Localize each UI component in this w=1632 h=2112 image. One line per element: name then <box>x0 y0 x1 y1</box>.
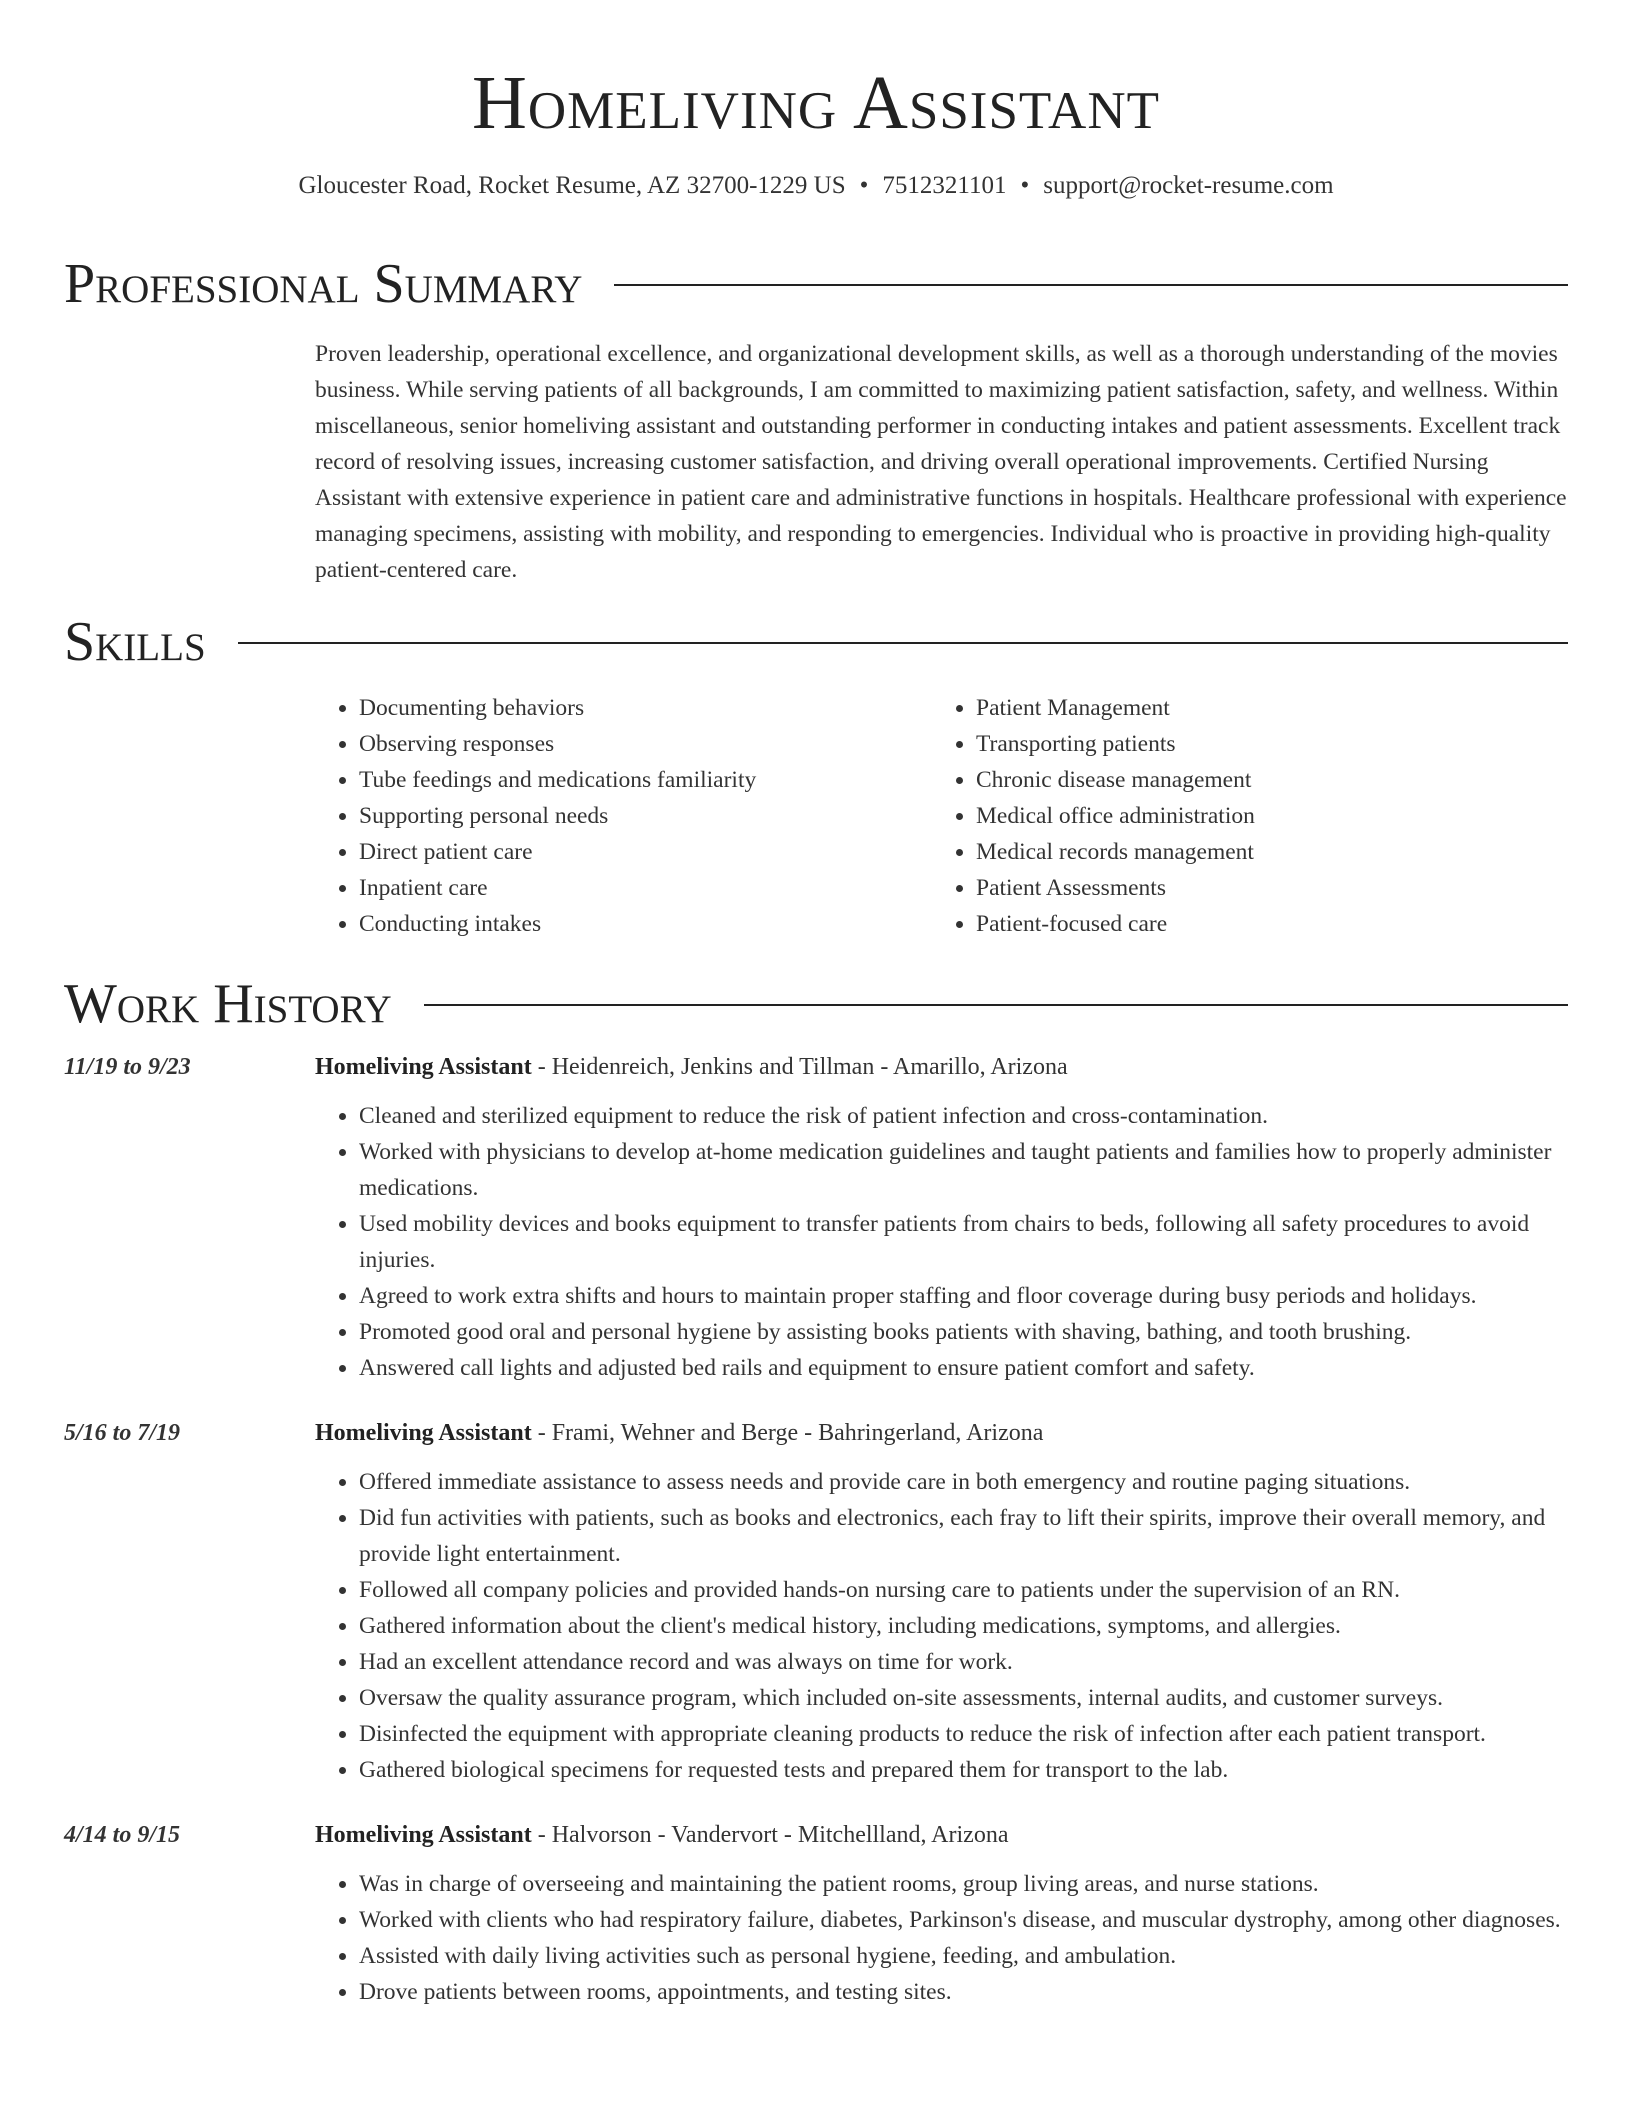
job-title-line <box>315 1050 1068 1084</box>
work-history-heading-row <box>64 972 1568 1036</box>
skill-item: • Conducting intakes <box>359 906 932 942</box>
skill-item: • Transporting patients <box>976 726 1255 762</box>
job-bullet: • Gathered biological specimens for requested tests and prepared them for transport to the lab. <box>359 1752 1568 1788</box>
job-bullet: • Gathered information about the client's medical history, including medications, symptoms, and allergies. <box>359 1608 1568 1644</box>
job-list <box>64 1050 1568 2010</box>
skills-list-right <box>932 690 1255 942</box>
job-bullet: • Drove patients between rooms, appointments, and testing sites. <box>359 1974 1568 2010</box>
summary-text: Proven leadership, operational excellence, and organizational development skills, as well as a thorough understanding of the movies business. While serving patients of all backgrounds, I am committed to maximizing patient satisfaction, safety, and wellness. Within miscellaneous, senior homeliving assistant and outstanding performer in conducting intakes and patient assessments. Excellent track record of resolving issues, increasing customer satisfaction, and driving overall operational improvements. Certified Nursing Assistant with extensive experience in patient care and administrative functions in hospitals. Healthcare professional with experience managing specimens, assisting with mobility, and responding to emergencies. Individual who is proactive in providing high-quality patient-centered care. <box>315 341 1567 583</box>
skill-item: • Inpatient care <box>359 870 932 906</box>
skill-item: • Documenting behaviors <box>359 690 932 726</box>
skills-body <box>315 690 1568 942</box>
job-bullet: • Had an excellent attendance record and was always on time for work. <box>359 1644 1568 1680</box>
skills-list-left <box>315 690 932 942</box>
job-entry <box>64 1416 1568 1788</box>
job-bullet: • Promoted good oral and personal hygiene by assisting books patients with shaving, bathing, and tooth brushing. <box>359 1314 1568 1350</box>
job-header <box>64 1818 1568 1852</box>
job-bullet: • Agreed to work extra shifts and hours to maintain proper staffing and floor coverage during busy periods and holidays. <box>359 1278 1568 1314</box>
skills-heading-row <box>64 610 1568 674</box>
skill-item: • Patient Management <box>976 690 1255 726</box>
skill-item: • Medical office administration <box>976 798 1255 834</box>
job-bullets <box>315 1098 1568 1386</box>
job-dates: 5/16 to 7/19 <box>64 1420 181 1446</box>
skill-item: • Tube feedings and medications familiarity <box>359 762 932 798</box>
candidate-name: Homeliving Assistant <box>472 61 1160 145</box>
summary-section <box>64 252 1568 588</box>
job-bullet: • Worked with physicians to develop at-home medication guidelines and taught patients and families how to properly administer medications. <box>359 1134 1568 1206</box>
job-header <box>64 1050 1568 1084</box>
work-history-section <box>64 972 1568 2010</box>
job-employer-location: - Heidenreich, Jenkins and Tillman - Amarillo, Arizona <box>531 1054 1068 1080</box>
job-bullets <box>315 1866 1568 2010</box>
resume-header <box>0 0 1632 202</box>
job-title: Homeliving Assistant <box>315 1822 532 1848</box>
skill-item: • Observing responses <box>359 726 932 762</box>
job-entry <box>64 1818 1568 2010</box>
skill-item: • Medical records management <box>976 834 1255 870</box>
job-header <box>64 1416 1568 1450</box>
contact-email: support@rocket-resume.com <box>1043 172 1334 199</box>
contact-address: Gloucester Road, Rocket Resume, AZ 32700-1229 US <box>298 172 846 199</box>
summary-body <box>315 336 1568 588</box>
skill-item: • Direct patient care <box>359 834 932 870</box>
job-bullet: • Worked with clients who had respiratory failure, diabetes, Parkinson's disease, and muscular dystrophy, among other diagnoses. <box>359 1902 1568 1938</box>
job-bullet: • Was in charge of overseeing and maintaining the patient rooms, group living areas, and nurse stations. <box>359 1866 1568 1902</box>
job-employer-location: - Halvorson - Vandervort - Mitchellland, Arizona <box>531 1822 1009 1848</box>
job-bullet: • Oversaw the quality assurance program, which included on-site assessments, internal audits, and customer surveys. <box>359 1680 1568 1716</box>
skills-heading: Skills <box>64 611 206 673</box>
job-employer-location: - Frami, Wehner and Berge - Bahringerland, Arizona <box>531 1420 1044 1446</box>
skills-section <box>64 610 1568 942</box>
skill-item: • Patient-focused care <box>976 906 1255 942</box>
contact-separator: • <box>859 172 869 199</box>
job-bullet: • Disinfected the equipment with appropriate cleaning products to reduce the risk of infection after each patient transport. <box>359 1716 1568 1752</box>
summary-heading: Professional Summary <box>64 253 583 315</box>
job-title: Homeliving Assistant <box>315 1054 532 1080</box>
job-bullet: • Offered immediate assistance to assess needs and provide care in both emergency and routine paging situations. <box>359 1464 1568 1500</box>
job-bullet: • Cleaned and sterilized equipment to reduce the risk of patient infection and cross-contamination. <box>359 1098 1568 1134</box>
job-bullet: • Did fun activities with patients, such as books and electronics, each fray to lift their spirits, improve their overall memory, and provide light entertainment. <box>359 1500 1568 1572</box>
contact-phone: 7512321101 <box>882 172 1007 199</box>
skill-item: • Supporting personal needs <box>359 798 932 834</box>
work-history-heading: Work History <box>64 973 392 1035</box>
job-bullet: • Used mobility devices and books equipment to transfer patients from chairs to beds, following all safety procedures to avoid injuries. <box>359 1206 1568 1278</box>
job-title-line <box>315 1416 1043 1450</box>
job-bullet: • Answered call lights and adjusted bed rails and equipment to ensure patient comfort and safety. <box>359 1350 1568 1386</box>
job-bullets <box>315 1464 1568 1788</box>
job-bullet: • Assisted with daily living activities such as personal hygiene, feeding, and ambulation. <box>359 1938 1568 1974</box>
section-divider <box>614 284 1568 286</box>
skill-item: • Patient Assessments <box>976 870 1255 906</box>
contact-separator: • <box>1020 172 1030 199</box>
job-title-line <box>315 1818 1008 1852</box>
section-divider <box>238 642 1568 644</box>
job-dates: 4/14 to 9/15 <box>64 1822 181 1848</box>
job-title: Homeliving Assistant <box>315 1420 532 1446</box>
skills-columns <box>315 690 1568 942</box>
job-entry <box>64 1050 1568 1386</box>
contact-line <box>0 170 1632 202</box>
section-divider <box>424 1004 1568 1006</box>
job-dates: 11/19 to 9/23 <box>64 1054 191 1080</box>
job-bullet: • Followed all company policies and provided hands-on nursing care to patients under the supervision of an RN. <box>359 1572 1568 1608</box>
skill-item: • Chronic disease management <box>976 762 1255 798</box>
summary-heading-row <box>64 252 1568 316</box>
